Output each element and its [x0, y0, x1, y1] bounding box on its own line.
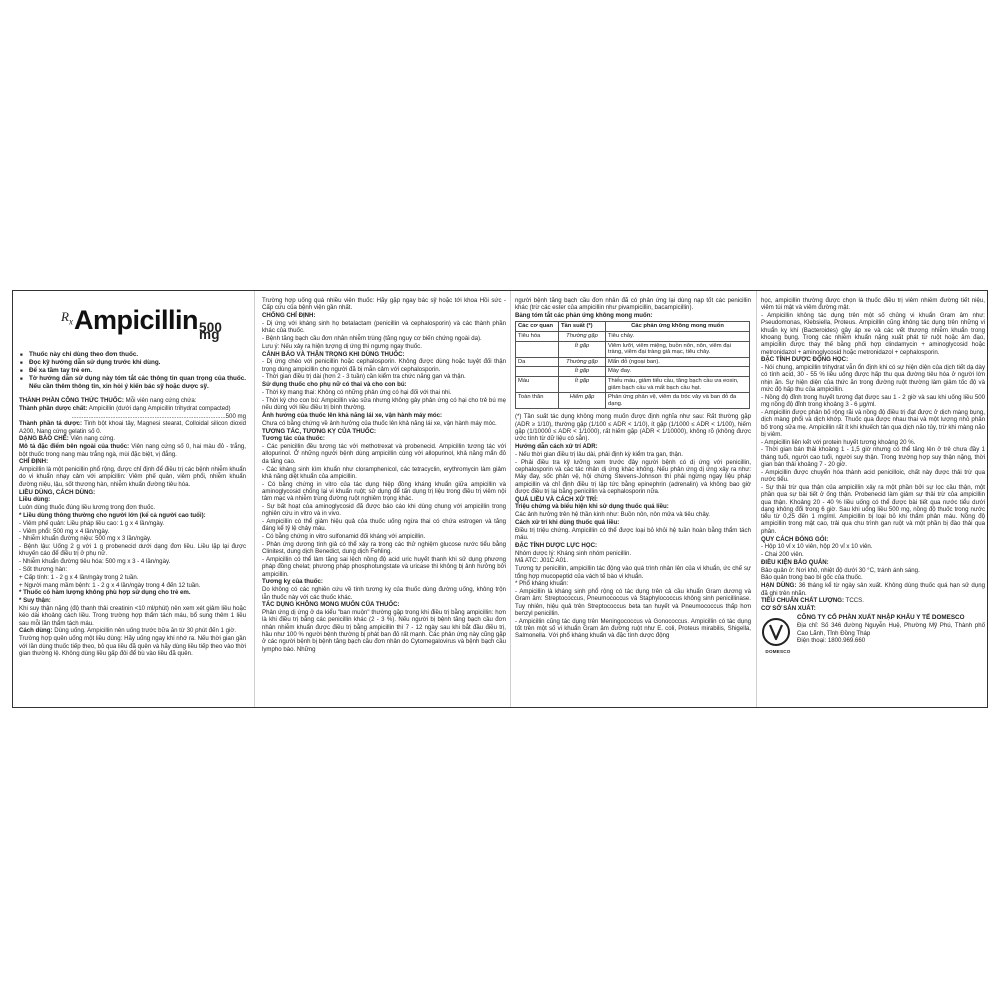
- table-row: [516, 376, 750, 392]
- field-label: Thành phần tá dược:: [19, 420, 82, 428]
- table-row: [516, 393, 750, 409]
- sub-heading: * Liều dùng thông thường cho người lớn (kể cả người cao tuổi):: [19, 511, 206, 519]
- column-3: [515, 297, 751, 703]
- warning-item: ■ Tờ hướng dẫn sử dụng này tóm tắt các thông tin quan trọng của thuốc. Nếu cần thêm thông tin, xin hỏi ý kiến bác sỹ hoặc dược sỹ.: [29, 375, 246, 391]
- section-text: Tương tự penicillin, ampicillin tác động vào quá trình nhân lên của vi khuẩn, ức chế sự tổng hợp mucopeptid của vách tế bào vi khuẩn.: [515, 565, 751, 580]
- field-label: TIÊU CHUẨN CHẤT LƯỢNG:: [761, 597, 845, 605]
- sub-heading: * Phổ kháng khuẩn:: [515, 580, 569, 588]
- section-text: Chưa có bằng chứng về ảnh hưởng của thuốc lên khả năng lái xe, vận hành máy móc.: [262, 419, 497, 427]
- table-row: [516, 331, 750, 341]
- list-line: - Có bằng chứng in vitro sulfonamid đối kháng với ampicillin.: [262, 533, 426, 541]
- dose-line: - Viêm phổi: 500 mg x 4 lần/ngày.: [19, 527, 110, 535]
- list-line: - Nói chung, ampicillin trihydrat vẫn ổn định khi có sự hiện diện của dịch tiết dạ dày có tính acid, 30 - 55 % liều uống được hấp thu qua đường tiêu hóa ở người lớn nhịn ăn. Sự hiện diện của thức ăn trong đường ruột thường làm giảm tốc độ và mức độ hấp thu của ampicillin.: [761, 364, 985, 394]
- sub-heading: Ảnh hưởng của thuốc lên khả năng lái xe, vận hành máy móc:: [262, 411, 443, 419]
- section-text: - Ampicillin không tác dụng trên một số chủng vi khuẩn Gram âm như: Pseudomonas, Klebsiella, Proteus. Ampicillin cũng không tác dụng trên những vi khuẩn kỵ khí (Bacteroides) gây áp xe và các vết thương nhiễm khuẩn trong khoang bụng. Trong các nhiễm khuẩn nặng xuất phát từ ruột hoặc âm đạo, ampicillin được thay thế bằng phối hợp clindamycin + aminoglycosid hoặc metronidazol + aminoglycosid hoặc metronidazol + cephalosporin.: [761, 312, 985, 356]
- field-value: 36 tháng kể từ ngày sản xuất. Không dùng thuốc quá hạn sử dụng đã ghi trên nhãn.: [761, 582, 985, 597]
- list-line: - Ampicillin được phân bố rộng rãi và nồng độ điều trị đạt được ở dịch màng bụng, dịch màng phổi và dịch khớp. Thuốc qua được nhau thai và một lượng nhỏ phân bố trong sữa mẹ. Ampicillin rất ít khi khuếch tán qua dịch não tủy, trừ khi màng não bị viêm.: [761, 408, 985, 438]
- list-line: - Các penicillin đều tương tác với methotrexat và probenecid. Ampicillin tương tác với allopurinol. Ở những người bệnh dùng ampicillin cùng với allopurinol, khả năng mẩn đỏ da tăng cao.: [262, 443, 506, 465]
- table-cell: Ít gặp: [559, 341, 606, 357]
- leaflet-panel: [12, 290, 988, 708]
- table-cell: Tiêu hóa: [516, 331, 559, 341]
- column-4: [761, 297, 985, 703]
- section-text: - Ampicillin là kháng sinh phổ rộng có tác dụng trên cả cầu khuẩn Gram dương và Gram âm: Streptococcus, Pneumococcus và Staphylococcus không sinh penicillinase. Tuy nhiên, hiệu quả trên Streptococcus beta tan huyết và Pneumococcus thấp hơn benzyl penicillin.: [515, 588, 751, 618]
- frequency-note: (*) Tần suất tác dụng không mong muốn được định nghĩa như sau: Rất thường gặp (ADR ≥ 1/10), thường gặp (1/100 ≤ ADR < 1/10), ít gặp (1/1000 ≤ ADR < 1/100), hiếm gặp (1/10000 ≤ ADR < 1/1000), rất hiếm gặp (ADR < 1/10000), không rõ (không được ước tính từ dữ liệu có sẵn).: [515, 413, 751, 443]
- list-line: - Các kháng sinh kìm khuẩn như cloramphenicol, các tetracyclin, erythromycin làm giảm khả năng diệt khuẩn của ampicillin.: [262, 465, 506, 480]
- table-header: Tần suất (*): [559, 322, 606, 332]
- sub-heading: Bảng tóm tắt các phản ứng không mong muốn:: [515, 312, 653, 320]
- manufacturer-block: [761, 614, 985, 654]
- list-line: - Ampicillin có thể giảm hiệu quả của thuốc uống ngừa thai có chứa estrogen và tăng đáng kể tỷ lệ chảy máu.: [262, 518, 506, 533]
- sub-heading: * Suy thận:: [19, 597, 51, 605]
- dose-line: + Cấp tính: 1 - 2 g x 4 lần/ngày trong 2 tuần.: [19, 573, 139, 581]
- list-line: - Sự bất hoạt của aminoglycosid đã được báo cáo khi dùng chung với ampicillin trong nghiên cứu in vitro và in vivo.: [262, 503, 506, 518]
- sub-heading: Sử dụng thuốc cho phụ nữ có thai và cho con bú:: [262, 381, 407, 389]
- list-line: - Chai 200 viên.: [761, 551, 804, 559]
- section-text: Lưu ý: Nếu xảy ra hiện tượng dị ứng thì ngưng ngay thuốc.: [262, 342, 422, 350]
- dose-line: + Người mang mầm bệnh: 1 - 2 g x 4 lần/ngày trong 4 đến 12 tuần.: [19, 581, 201, 589]
- field-label: HẠN DÙNG:: [761, 582, 797, 590]
- section-text: Ampicillin là một penicillin phổ rộng, được chỉ định để điều trị các bệnh nhiễm khuẩn do vi khuẩn nhạy cảm với ampicillin: Viêm phế quản, viêm phổi, nhiễm khuẩn đường niệu, lậu, sốt thương hàn, nhiễm khuẩn đường tiêu hóa.: [19, 466, 246, 488]
- table-cell: Da: [516, 357, 559, 367]
- table-cell: [516, 341, 559, 357]
- table-cell: Ít gặp: [559, 376, 606, 392]
- list-line: - Dị ứng chéo với penicillin hoặc cephalosporin. Không được dùng hoặc tuyệt đối thận trọng dùng ampicillin cho người đã bị mẫn cảm với cephalosporin.: [262, 358, 506, 373]
- section-heading: CƠ SỞ SẢN XUẤT:: [761, 605, 816, 613]
- table-cell: Tiêu chảy.: [606, 331, 750, 341]
- table-cell: Thường gặp: [559, 331, 606, 341]
- sub-heading: * Thuốc có hàm lượng không phù hợp sử dụng cho trẻ em.: [19, 589, 191, 597]
- list-line: - Ampicillin có thể làm tăng sai lệch nồng độ acid uric huyết thanh khi sử dụng phương pháp đồng chelat; phương pháp phosphotungstate và uricase thì không bị ảnh hưởng bởi ampicillin.: [262, 556, 506, 578]
- product-title: [19, 299, 246, 347]
- rx-symbol: $R_x$: [61, 309, 73, 327]
- warning-item: ■ Thuốc này chỉ dùng theo đơn thuốc.: [29, 351, 246, 359]
- table-header: Các phản ứng không mong muốn: [606, 322, 750, 332]
- list-line: - Bệnh tăng bạch cầu đơn nhân nhiễm trùng (tăng nguy cơ biến chứng ngoài da).: [262, 334, 482, 342]
- section-text: - Ampicillin cũng tác dụng trên Meningococcus và Gonococcus. Ampicillin có tác dụng tốt trên một số vi khuẩn Gram âm đường ruột như E. coli, Proteus mirabilis, Shigella, Salmonella. Với phổ kháng khuẩn và đặc tính dược động: [515, 617, 751, 640]
- column-divider: [756, 291, 757, 707]
- section-text: Bảo quản trong bao bì gốc của thuốc.: [761, 574, 863, 582]
- field-value: Dùng uống. Ampicillin nên uống trước bữa ăn từ 30 phút đến 1 giờ.: [54, 627, 237, 635]
- dose-line: - Viêm phế quản: Liều pháp liều cao: 1 g x 4 lần/ngày.: [19, 519, 165, 527]
- section-text: Các ảnh hưởng trên hệ thần kinh như: Buồn nôn, nôn mửa và tiêu chảy.: [515, 511, 710, 519]
- sub-heading: Triệu chứng và biểu hiện khi sử dụng thuốc quá liều:: [515, 503, 669, 511]
- section-text: Do không có các nghiên cứu về tính tương kỵ của thuốc dùng đường uống, không trộn lẫn thuốc này với các thuốc khác.: [262, 586, 506, 601]
- section-text: Mã ATC: J01C A01.: [515, 557, 569, 565]
- section-heading: QUY CÁCH ĐÓNG GÓI:: [761, 535, 829, 543]
- list-line: - Thời gian điều trị dài (hơn 2 - 3 tuần) cần kiểm tra chức năng gan và thận.: [262, 373, 466, 381]
- list-line: - Sự thải trừ qua thận của ampicillin xảy ra một phần bởi sự lọc cầu thận, một phần qua sự bài tiết ở ống thận. Probenecid làm giảm sự thải trừ của ampicillin qua thận. Khoảng 20 - 40 % liều uống có thể được bài tiết qua nước tiểu dưới dạng không đổi trong 6 giờ. Sau khi uống liều 500 mg, nồng độ thuốc trong nước tiểu từ 0,25 đến 1 mg/ml. Ampicillin bị loại bỏ khi thẩm phân máu. Nồng độ ampicillin trong mật cao, trải qua chu trình gan ruột và một phần bị đào thải qua phân.: [761, 483, 985, 535]
- logo-text: DOMESCO: [765, 649, 791, 655]
- sub-heading: Cách xử trí khi dùng thuốc quá liều:: [515, 518, 620, 526]
- section-text: học, ampicillin thường được chọn là thuốc điều trị viêm nhiễm đường tiết niệu, viêm túi mật và viêm đường mật.: [761, 297, 985, 312]
- section-heading: CHỈ ĐỊNH:: [19, 458, 49, 466]
- warning-list: [19, 351, 246, 391]
- section-heading: CHỐNG CHỈ ĐỊNH:: [262, 312, 316, 320]
- dose-line: - Nhiễm khuẩn đường niệu: 500 mg x 3 lần/ngày.: [19, 535, 152, 543]
- list-line: - Ampicillin được chuyển hóa thành acid penicilloic, chất này được thải trừ qua nước tiểu.: [761, 468, 985, 484]
- section-heading: ĐẶC TÍNH DƯỢC ĐỘNG HỌC:: [761, 356, 849, 364]
- field-label: Mô tả đặc điểm bên ngoài của thuốc:: [19, 443, 130, 451]
- table-cell: Thiếu máu, giảm tiểu cầu, tăng bạch cầu ưa eosin, giảm bạch cầu và mất bạch cầu hạt.: [606, 376, 750, 392]
- section-heading: CẢNH BÁO VÀ THẬN TRỌNG KHI DÙNG THUỐC:: [262, 350, 405, 358]
- sub-heading: Liều dùng:: [19, 496, 51, 504]
- section-text: Khi suy thận nặng (độ thanh thải creatinin <10 ml/phút) nên xem xét giảm liều hoặc kéo dài khoảng cách liều. Trong trường hợp thẩm tách máu, bổ sung thêm 1 liều sau mỗi lần thẩm tách máu.: [19, 605, 246, 627]
- table-cell: Mày đay.: [606, 367, 750, 377]
- dose-line: - Bệnh lậu: Uống 2 g với 1 g probenecid dưới dạng đơn liều. Liều lặp lại được khuyến cáo để điều trị ở phụ nữ.: [19, 543, 246, 558]
- list-line: - Hộp 10 vỉ x 10 viên, hộp 20 vỉ x 10 viên.: [761, 543, 873, 551]
- list-line: - Phản ứng dương tính giả có thể xảy ra trong các thử nghiệm glucose nước tiểu bằng Clinitest, dung dịch Benedict, dung dịch Fehling.: [262, 541, 506, 556]
- list-line: - Thời kỳ cho con bú: Ampicillin vào sữa nhưng không gây phản ứng có hại cho trẻ bú mẹ nếu dùng với liều điều trị bình thường.: [262, 396, 506, 412]
- table-cell: Ít gặp: [559, 367, 606, 377]
- dose-line: - Sốt thương hàn:: [19, 566, 68, 574]
- section-text: Phản ứng dị ứng ở da kiểu "ban muộn" thường gặp trong khi điều trị bằng ampicillin: hơn là khi điều trị bằng các penicillin khác (2 - 3 %). Nếu người bị bệnh tăng bạch cầu đơn nhân nhiễm khuẩn được điều trị bằng ampicillin thì 7 - 12 ngày sau khi bắt đầu điều trị, hầu như 100 % người bệnh thường bị phát ban đỏ rất mạnh. Các phản ứng này cũng gặp ở các người bệnh bị bệnh tăng bạch cầu đơn nhân do Cytomegalovirus và bệnh bạch cầu lympho bào. Những: [262, 609, 506, 653]
- table-cell: Thường gặp: [559, 357, 606, 367]
- section-text: Viên nang cứng.: [70, 435, 116, 443]
- section-heading: LIỀU DÙNG, CÁCH DÙNG:: [19, 488, 96, 496]
- adverse-reactions-table: [515, 321, 750, 409]
- column-divider: [254, 291, 255, 707]
- section-heading: ĐIỀU KIỆN BẢO QUẢN:: [761, 558, 829, 566]
- section-heading: THÀNH PHẦN CÔNG THỨC THUỐC:: [19, 397, 124, 404]
- column-divider: [510, 291, 511, 707]
- company-phone: Điện thoại: 1800.969.660: [797, 637, 866, 645]
- section-text: người bệnh tăng bạch cầu đơn nhân đã có phản ứng lại dùng nạp tốt các penicillin khác (trừ các ester của ampicillin như pivampicillin, bacampicillin).: [515, 297, 751, 312]
- table-cell: [516, 367, 559, 377]
- table-row: [516, 341, 750, 357]
- list-line: - Nồng độ đỉnh trong huyết tương đạt được sau 1 - 2 giờ và sau khi uống liều 500 mg nồng độ đỉnh trong khoảng 3 - 6 μg/ml.: [761, 393, 985, 409]
- field-label: Thành phần dược chất:: [19, 404, 88, 412]
- drug-dose: 500 mg: [199, 320, 223, 343]
- table-row: [516, 367, 750, 377]
- section-text: Trường hợp uống quá nhiều viên thuốc: Hãy gặp ngay bác sỹ hoặc tới khoa Hồi sức - Cấp cứu của bệnh viện gần nhất.: [262, 297, 506, 312]
- section-text: Điều trị triệu chứng. Ampicillin có thể được loại bỏ khỏi hệ tuần hoàn bằng thẩm tách máu.: [515, 526, 751, 542]
- company-address: Địa chỉ: Số 346 đường Nguyễn Huệ, Phường Mỹ Phú, Thành phố Cao Lãnh, Tỉnh Đồng Tháp: [797, 622, 985, 637]
- table-cell: Máu: [516, 376, 559, 392]
- field-value: TCCS.: [845, 597, 864, 605]
- field-value: Viên nang cứng số 0, hai màu đỏ - trắng, bột thuốc trong nang màu trắng ngà, mùi đặc biệt, vị đắng.: [19, 443, 246, 458]
- table-row: [516, 357, 750, 367]
- list-line: - Phải điều tra kỹ lưỡng xem trước đây người bệnh có dị ứng với penicillin, cephalosporin và các tác nhân dị ứng khác không. Nếu phản ứng dị ứng xảy ra như: Mày đay, sốc phản vệ, hội chứng Stevens-Johnson thì phải ngừng ngay liệu pháp ampicillin và chỉ định điều trị lập tức bằng epinephrin (adrenalin) và không bao giờ được điều trị lại bằng penicillin và cephalosporin nữa.: [515, 458, 751, 495]
- active-amount: ...........................................................................................500 mg: [71, 412, 246, 420]
- section-heading: ĐẶC TÍNH DƯỢC LỰC HỌC:: [515, 541, 597, 549]
- list-line: - Thời gian bán thải khoảng 1 - 1,5 giờ nhưng có thể tăng lên ở trẻ chưa đầy 1 tháng tuổi, người cao tuổi, người suy thận. Trong trường hợp suy thận nặng, thời gian bán thải khoảng 7 - 20 giờ.: [761, 446, 985, 469]
- table-header: Các cơ quan: [516, 322, 559, 332]
- section-text: Trường hợp quên uống một liều dùng: Hãy uống ngay khi nhớ ra. Nếu thời gian gần với lần dùng thuốc tiếp theo, bỏ qua liều đã quên và hãy dùng liều tiếp theo vào thời gian thường lệ. Không dùng liều gấp đôi để bù vào liều đã quên.: [19, 635, 246, 657]
- field-value: Tinh bột khoai tây, Magnesi stearat, Colloidal silicon dioxid A200, Nang cứng gelatin số 0.: [19, 420, 246, 435]
- company-name: CÔNG TY CỔ PHẦN XUẤT NHẬP KHẨU Y TẾ DOMESCO: [797, 614, 965, 622]
- field-label: Cách dùng:: [19, 627, 53, 635]
- list-line: - Ampicillin liên kết với protein huyết tương khoảng 20 %.: [761, 438, 916, 446]
- list-line: - Dị ứng với kháng sinh họ betalactam (penicillin và cephalosporin) và các thành phần khác của thuốc.: [262, 319, 506, 335]
- section-heading: QUÁ LIỀU VÀ CÁCH XỬ TRÍ:: [515, 495, 598, 503]
- table-header-row: [516, 322, 750, 332]
- warning-item: ■ Để xa tầm tay trẻ em.: [29, 367, 246, 375]
- list-line: - Có bằng chứng in vitro của tác dụng hiệp đồng kháng khuẩn giữa ampicillin và aminoglycosid chống lại vi khuẩn ruột; sử dụng để tấn dụng trị liệu trong điều trị viêm nội tâm mạc và nhiễm trùng đường ruột nghiêm trọng khác.: [262, 480, 506, 503]
- table-cell: Toàn thân: [516, 393, 559, 409]
- field-value: Ampicillin (dưới dạng Ampicillin trihydrat compacted): [88, 404, 231, 412]
- list-line: - Nếu thời gian điều trị lâu dài, phải định kỳ kiểm tra gan, thận.: [515, 450, 683, 458]
- section-heading: TƯƠNG TÁC, TƯƠNG KỴ CỦA THUỐC:: [262, 427, 377, 435]
- dose-line: - Nhiễm khuẩn đường tiêu hóa: 500 mg x 3 - 4 lần/ngày.: [19, 558, 171, 566]
- section-heading: DẠNG BÀO CHẾ:: [19, 435, 69, 443]
- table-cell: Viêm lưỡi, viêm miệng, buồn nôn, nôn, viêm đại tràng, viêm đại tràng giả mạc, tiêu chảy.: [606, 341, 750, 357]
- section-text: Luôn dùng thuốc đúng liều lương trong đơn thuốc.: [19, 504, 156, 512]
- section-text: Bảo quản ở: Nơi khô, nhiệt độ dưới 30 °C, tránh ánh sáng.: [761, 566, 920, 574]
- section-text: Nhóm dược lý: Kháng sinh nhóm penicillin.: [515, 549, 632, 557]
- warning-item: ■ Đọc kỹ hướng dẫn sử dụng trước khi dùng.: [29, 359, 246, 367]
- column-2: [262, 297, 506, 703]
- drug-name: Ampicillin: [74, 305, 199, 335]
- sub-heading: Tương kỵ của thuốc:: [262, 578, 323, 586]
- section-text: Mỗi viên nang cứng chứa:: [125, 397, 197, 404]
- table-cell: Mẩn đỏ (ngoại ban).: [606, 357, 750, 367]
- table-cell: Hiếm gặp: [559, 393, 606, 409]
- sub-heading: Hướng dẫn cách xử trí ADR:: [515, 443, 598, 451]
- section-heading: TÁC DỤNG KHÔNG MONG MUỐN CỦA THUỐC:: [262, 601, 400, 609]
- table-cell: Phản ứng phản vệ, viêm da tróc vảy và ban đỏ đa dạng.: [606, 393, 750, 409]
- list-line: - Thời kỳ mang thai: Không có những phản ứng có hại đối với thai nhi.: [262, 389, 452, 397]
- column-1: [19, 297, 246, 703]
- domesco-logo-icon: [761, 617, 791, 647]
- sub-heading: Tương tác của thuốc:: [262, 435, 325, 443]
